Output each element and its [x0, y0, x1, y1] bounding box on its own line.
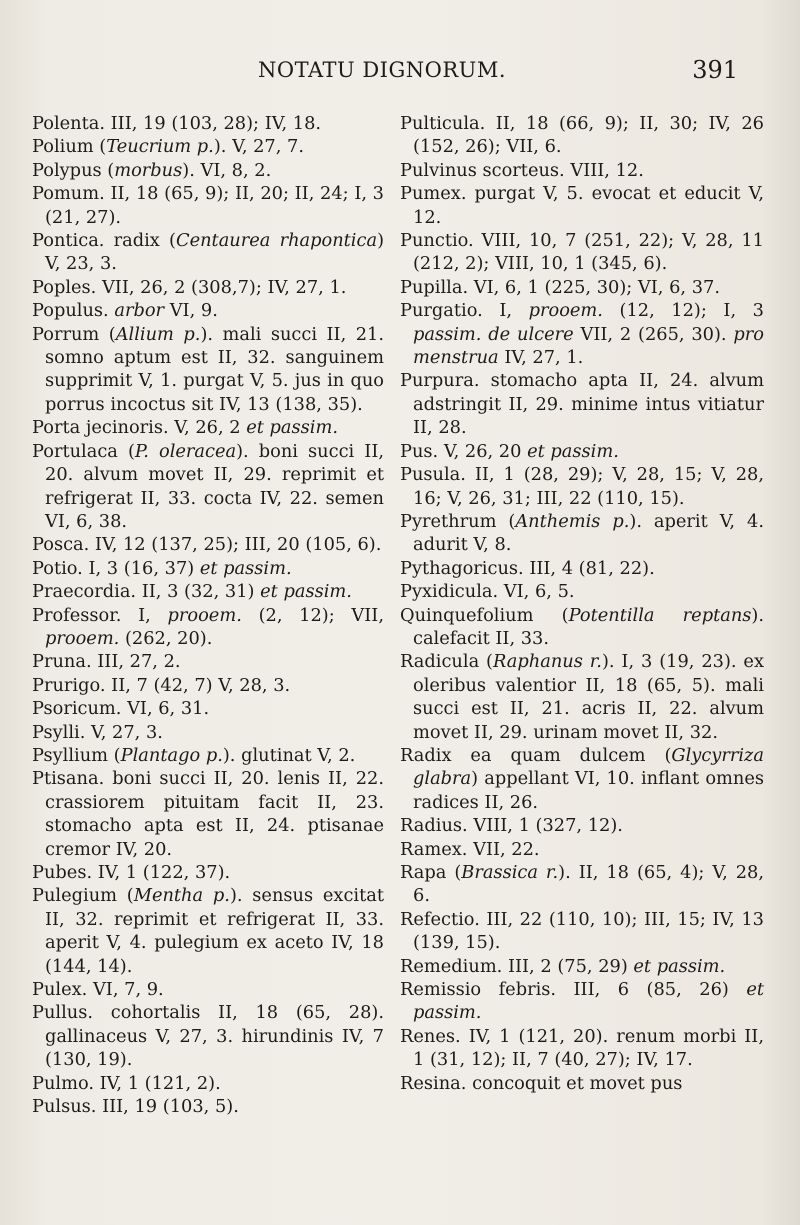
index-entry: Portulaca (P. oleracea). boni succi II, 20. alvum movet II, 29. reprimit et refrigerat II, 33. cocta IV, 22. semen VI, 6, 38. [32, 440, 385, 532]
index-entry: Pullus. cohortalis II, 18 (65, 28). gallinaceus V, 27, 3. hirundinis IV, 7 (130, 19). [32, 1002, 384, 1071]
index-entry: Punctio. VIII, 10, 7 (251, 22); V, 28, 11 (212, 2); VIII, 10, 1 (345, 6). [400, 230, 764, 275]
running-head: NOTATU DIGNORUM. [258, 58, 507, 82]
index-column-left [32, 112, 384, 1118]
index-entry: Ptisana. boni succi II, 20. lenis II, 22. crassiorem pituitam facit II, 23. stomacho apta est II, 24. ptisanae cremor IV, 20. [32, 768, 384, 860]
index-entry: Pus. V, 26, 20 et passim. [400, 440, 619, 462]
index-entry: Radius. VIII, 1 (327, 12). [400, 815, 623, 837]
index-entry: Poples. VII, 26, 2 (308,7); IV, 27, 1. [32, 276, 347, 298]
index-entry: Remissio febris. III, 6 (85, 26) et passim. [400, 979, 764, 1024]
index-entry: Purpura. stomacho apta II, 24. alvum adstringit II, 29. minime intus vitiatur II, 28. [400, 370, 764, 439]
index-entry: Pusula. II, 1 (28, 29); V, 28, 15; V, 28, 16; V, 26, 31; III, 22 (110, 15). [400, 464, 764, 509]
index-entry: Pulvinus scorteus. VIII, 12. [400, 159, 644, 181]
index-entry: Quinquefolium (Potentilla reptans). calefacit II, 33. [400, 604, 764, 649]
index-entry: Pyrethrum (Anthemis p.). aperit V, 4. adurit V, 8. [400, 510, 764, 556]
index-entry: Rapa (Brassica r.). II, 18 (65, 4); V, 28, 6. [400, 862, 764, 907]
index-entry: Radix ea quam dulcem (Glycyrriza glabra) appellant VI, 10. inflant omnes radices II, 26. [400, 744, 764, 813]
index-entry: Pruna. III, 27, 2. [32, 651, 181, 673]
index-entry: Pubes. IV, 1 (122, 37). [32, 862, 231, 883]
index-entry: Pulticula. II, 18 (66, 9); II, 30; IV, 26 (152, 26); VII, 6. [400, 113, 764, 158]
index-entry: Polypus (morbus). VI, 8, 2. [32, 159, 272, 181]
index-entry: Refectio. III, 22 (110, 10); III, 15; IV, 13 (139, 15). [400, 908, 764, 954]
index-entry: Pulmo. IV, 1 (121, 2). [32, 1072, 221, 1094]
index-entry: Radicula (Raphanus r.). I, 3 (19, 23). ex oleribus valentior II, 18 (65, 5). mali succi est II, 21. acris II, 22. alvum movet II, 29. urinam movet II, 32. [400, 651, 764, 743]
index-entry: Remedium. III, 2 (75, 29) et passim. [400, 955, 726, 977]
index-entry: Prurigo. II, 7 (42, 7) V, 28, 3. [32, 674, 291, 696]
index-entry: Posca. IV, 12 (137, 25); III, 20 (105, 6). [32, 534, 382, 556]
index-entry: Pulex. VI, 7, 9. [32, 979, 164, 1001]
index-entry: Pythagoricus. III, 4 (81, 22). [400, 557, 655, 579]
index-entry: Porrum (Allium p.). mali succi II, 21. somno aptum est II, 32. sanguinem supprimit V, 1. purgat V, 5. jus in quo porrus incoctus sit IV, 13 (138, 35). [32, 323, 384, 415]
index-entry: Pomum. II, 18 (65, 9); II, 20; II, 24; I, 3 (21, 27). [32, 183, 384, 228]
index-entry: Pyxidicula. VI, 6, 5. [400, 581, 575, 603]
index-entry: Pulegium (Mentha p.). sensus excitat II, 32. reprimit et refrigerat II, 33. aperit V, 4. pulegium ex aceto IV, 18 (144, 14). [32, 885, 384, 977]
index-entry: Professor. I, prooem. (2, 12); VII, prooem. (262, 20). [32, 604, 384, 649]
index-entry: Pulsus. III, 19 (103, 5). [32, 1096, 239, 1118]
index-entry: Polenta. III, 19 (103, 28); IV, 18. [32, 113, 322, 134]
index-entry: Psylli. V, 27, 3. [32, 721, 163, 743]
index-entry: Pumex. purgat V, 5. evocat et educit V, 12. [400, 183, 764, 228]
index-entry: Purgatio. I, prooem. (12, 12); I, 3 passim. de ulcere VII, 2 (265, 30). pro menstrua IV, 27, 1. [400, 300, 765, 369]
page-number: 391 [692, 56, 738, 84]
index-entry: Ramex. VII, 22. [400, 838, 540, 860]
index-entry: Porta jecinoris. V, 26, 2 et passim. [32, 417, 338, 439]
index-entry: Potio. I, 3 (16, 37) et passim. [32, 557, 292, 579]
index-entry: Psyllium (Plantago p.). glutinat V, 2. [32, 744, 356, 766]
index-entry: Praecordia. II, 3 (32, 31) et passim. [32, 581, 352, 603]
index-entry: Renes. IV, 1 (121, 20). renum morbi II, 1 (31, 12); II, 7 (40, 27); IV, 17. [400, 1025, 764, 1071]
index-entry: Psoricum. VI, 6, 31. [32, 698, 210, 720]
index-entry: Polium (Teucrium p.). V, 27, 7. [32, 136, 305, 158]
index-entry: Resina. concoquit et movet pus [400, 1072, 683, 1094]
index-entry: Pupilla. VI, 6, 1 (225, 30); VI, 6, 37. [400, 276, 720, 298]
index-entry: Populus. arbor VI, 9. [32, 300, 218, 322]
index-column-right [400, 112, 764, 1095]
index-entry: Pontica. radix (Centaurea rhapontica) V, 23, 3. [32, 230, 384, 275]
